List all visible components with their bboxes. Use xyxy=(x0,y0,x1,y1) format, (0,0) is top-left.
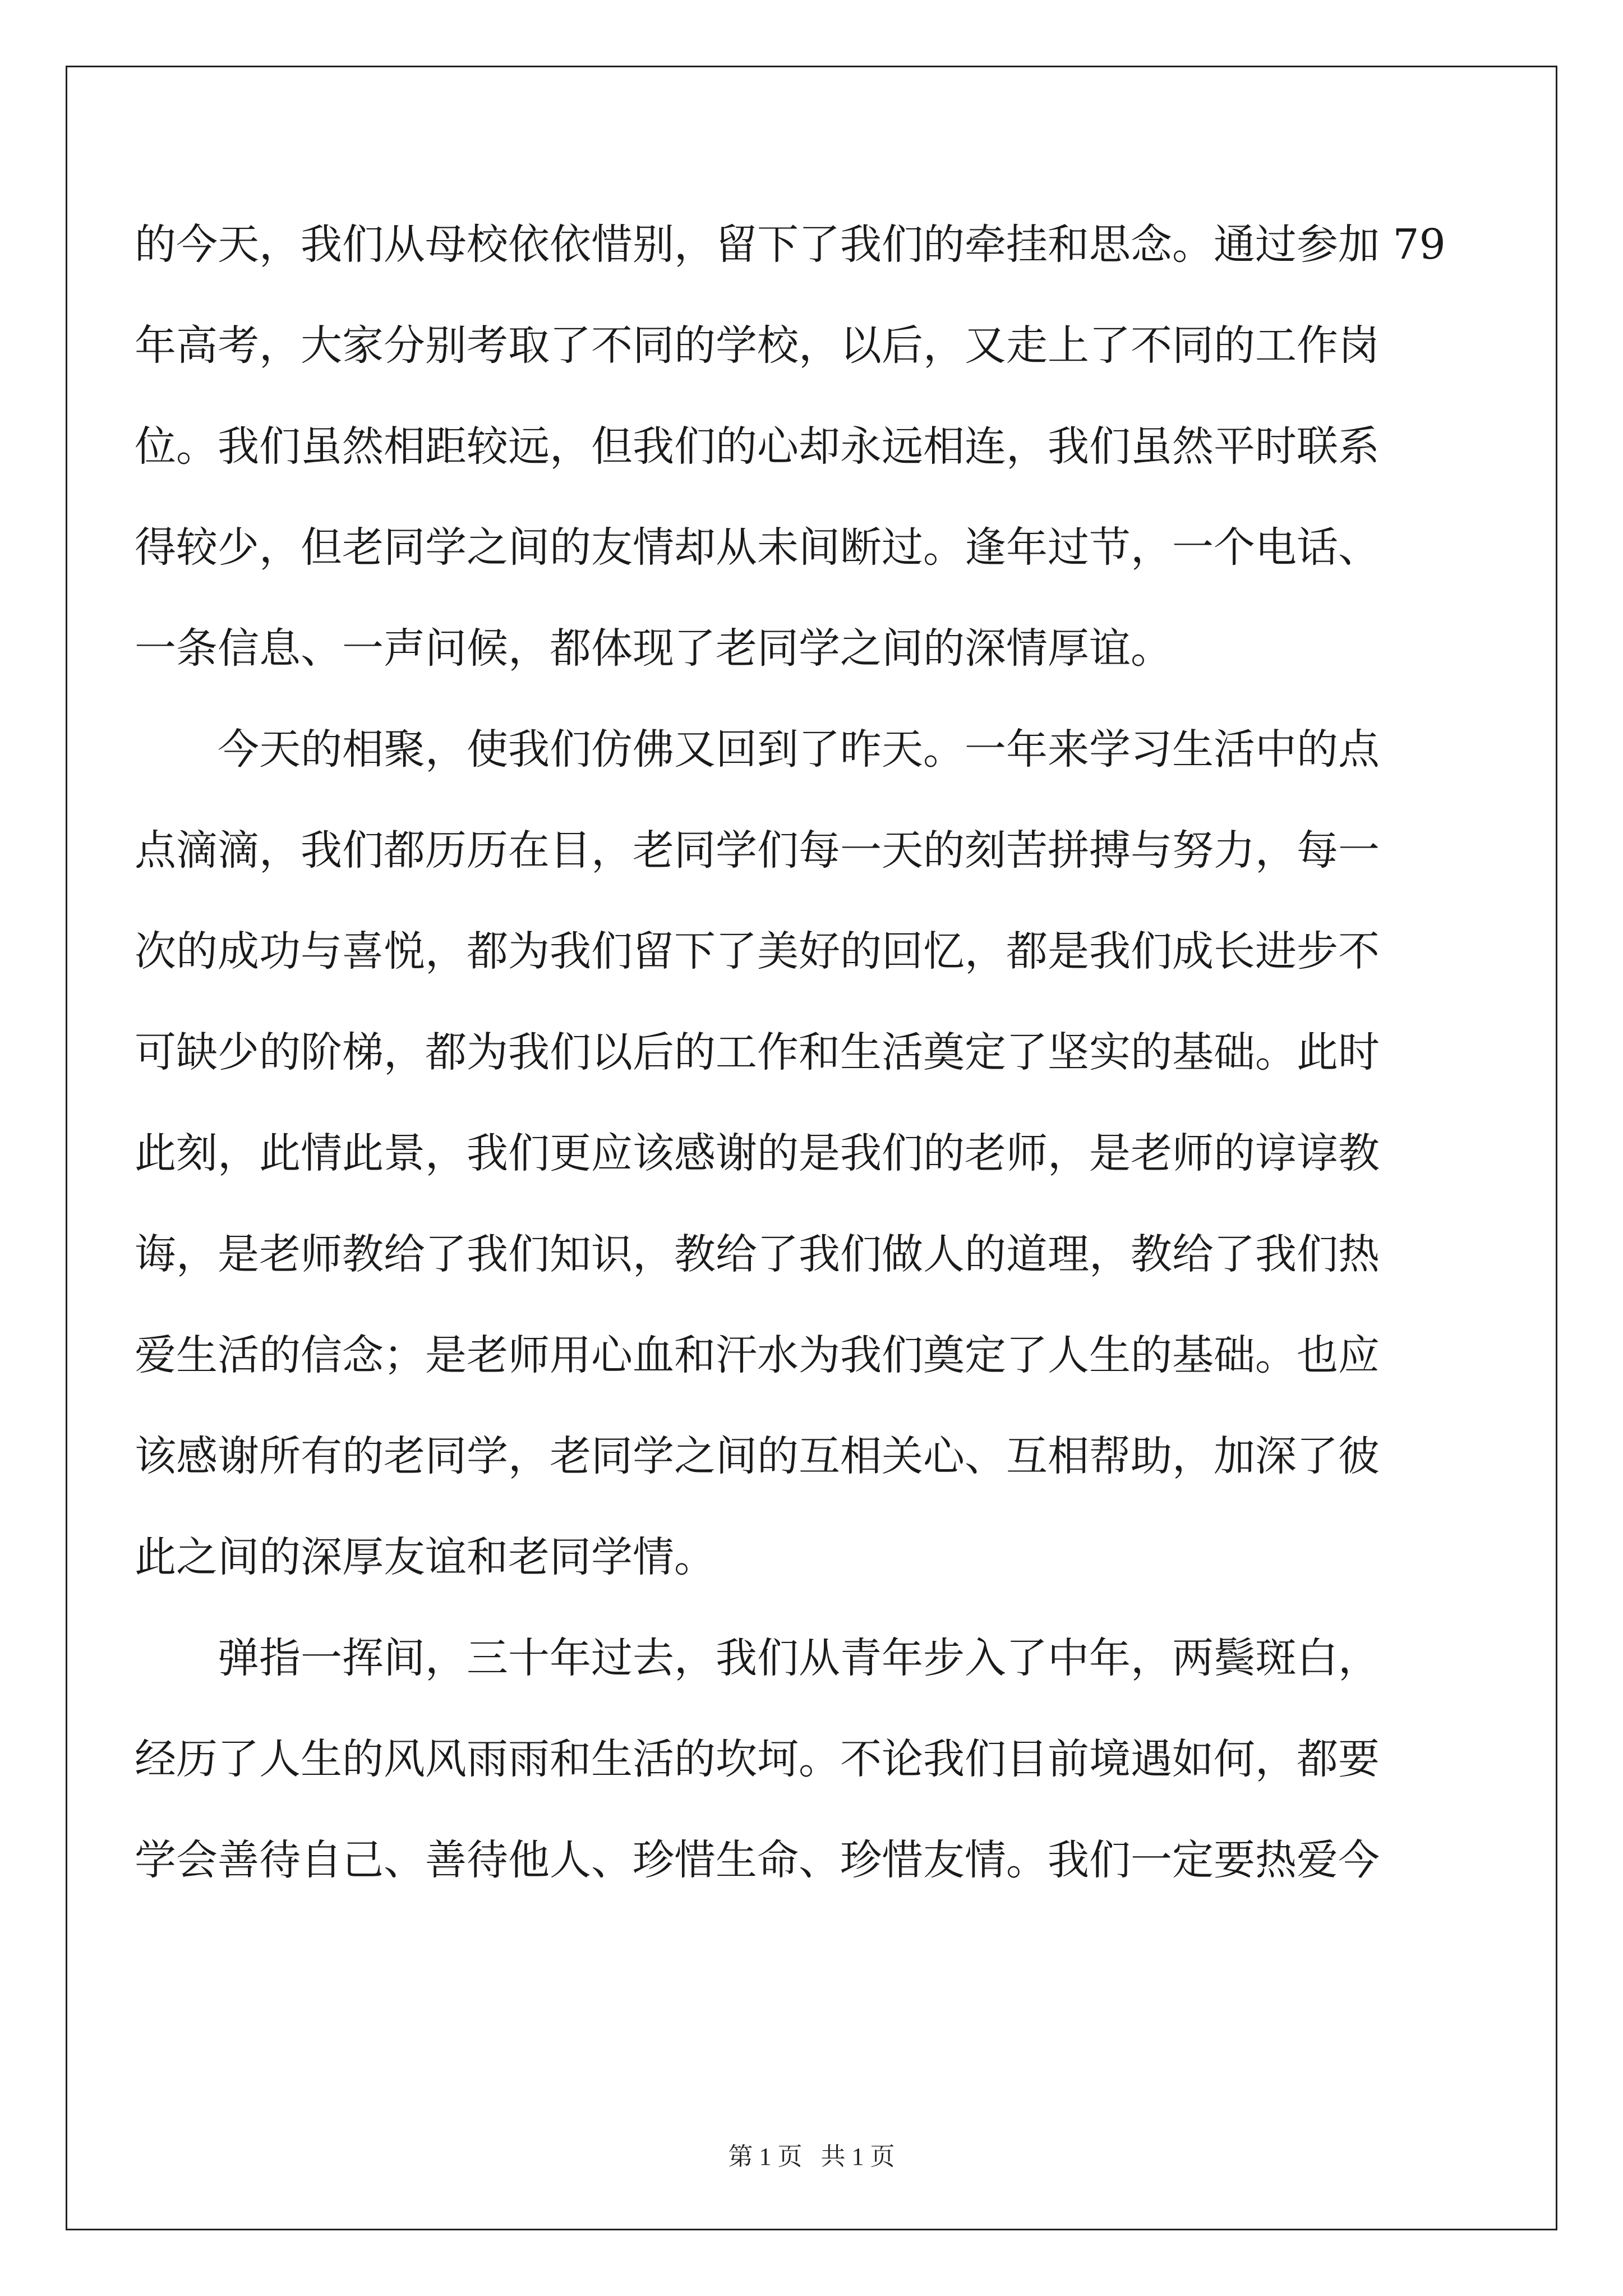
text-line: 此刻，此情此景，我们更应该感谢的是我们的老师，是老师的谆谆教 xyxy=(135,1129,1380,1177)
text-line: 次的成功与喜悦，都为我们留下了美好的回忆，都是我们成长进步不 xyxy=(135,927,1380,976)
text-line: 的今天，我们从母校依依惜别，留下了我们的牵挂和思念。通过参加 79 xyxy=(135,220,1446,269)
paragraph-start-line: 今天的相聚，使我们仿佛又回到了昨天。一年来学习生活中的点 xyxy=(218,725,1380,774)
text-line: 点滴滴，我们都历历在目，老同学们每一天的刻苦拼搏与努力，每一 xyxy=(135,826,1380,875)
text-line: 爱生活的信念；是老师用心血和汗水为我们奠定了人生的基础。也应 xyxy=(135,1331,1380,1379)
paragraph-start-line: 弹指一挥间，三十年过去，我们从青年步入了中年，两鬓斑白， xyxy=(218,1634,1380,1682)
text-line: 得较少，但老同学之间的友情却从未间断过。逢年过节，一个电话、 xyxy=(135,523,1380,572)
text-line: 年高考，大家分别考取了不同的学校，以后，又走上了不同的工作岗 xyxy=(135,321,1380,370)
text-line: 一条信息、一声问候，都体现了老同学之间的深情厚谊。 xyxy=(135,624,1172,673)
text-line: 该感谢所有的老同学，老同学之间的互相关心、互相帮助，加深了彼 xyxy=(135,1432,1380,1480)
text-line: 位。我们虽然相距较远，但我们的心却永远相连，我们虽然平时联系 xyxy=(135,422,1380,471)
text-line: 诲，是老师教给了我们知识，教给了我们做人的道理，教给了我们热 xyxy=(135,1230,1380,1278)
text-line: 学会善待自己、善待他人、珍惜生命、珍惜友情。我们一定要热爱今 xyxy=(135,1836,1380,1884)
text-line: 经历了人生的风风雨雨和生活的坎坷。不论我们目前境遇如何，都要 xyxy=(135,1735,1380,1783)
text-line: 此之间的深厚友谊和老同学情。 xyxy=(135,1533,716,1581)
text-line: 可缺少的阶梯，都为我们以后的工作和生活奠定了坚实的基础。此时 xyxy=(135,1028,1380,1076)
page-number-footer: 第 1 页 共 1 页 xyxy=(728,2143,895,2170)
